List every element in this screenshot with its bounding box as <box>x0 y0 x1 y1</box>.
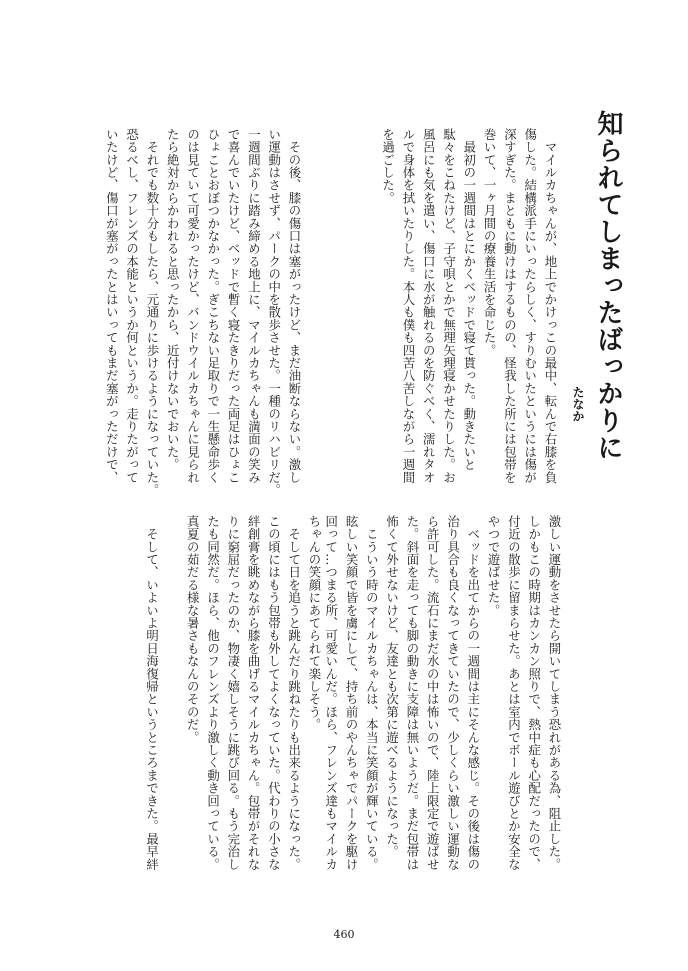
text-line: その後、膝の傷口は塞がったけど、まだ油断ならない。激し <box>287 128 302 484</box>
text-line: この頃にはもう包帯も外してよくなっていた。代わりの小さな <box>266 515 282 871</box>
text-line: 駄々をこねたけど、子守唄とかで無理矢理寝かせたりした。お <box>441 128 457 484</box>
text-line: 回って…つまる所、可愛いんだ。ほら、フレンズ達もマイルカ <box>323 515 339 871</box>
text-line: ちゃんの笑顔にあてられて楽しそう。 <box>307 515 322 731</box>
text-line: 一週間ぶりに踏み締める地上に、マイルカちゃんも満面の笑み <box>246 128 262 484</box>
text-line: を過ごした。 <box>380 128 396 205</box>
text-line: ベッドを出てからの一週間は主にそんな感じ。その後は傷の <box>465 515 481 871</box>
text-line: たも同然だ。ほら、他のフレンズより激しく動き回っている。 <box>205 515 221 871</box>
text-line: た。斜面を走っても脚の動きに支障は無いようだ。まだ包帯は <box>404 515 420 871</box>
text-line: マイルカちゃんが、地上でかけっこの最中、転んで右膝を負 <box>543 128 558 484</box>
text-line: たら絶対からかわれると思ったから、近付けないでおいた。 <box>165 128 181 471</box>
text-line: 傷した。結構派手にいったらしく、すりむいたというには傷が <box>522 128 538 484</box>
text-block-lower-right <box>323 515 564 905</box>
text-line: 恐るべし、フレンズの本能というか何というか。走りたがって <box>124 128 140 484</box>
text-line: 深すぎた。まともに動けはするものの、怪我した所には包帯を <box>502 128 518 484</box>
text-block-lower-middle <box>100 515 324 905</box>
text-line-spacer <box>162 515 182 905</box>
text-block-upper-right <box>320 128 560 484</box>
text-line: ら許可した。流石にまだ水の中は怖いので、陸上限定で遊ばせ <box>425 515 441 871</box>
text-line: 激しい運動をさせたら開いてしまう恐れがある為、阻止した。 <box>547 515 562 871</box>
text-line: 絆創膏を眺めながら膝を曲げるマイルカちゃん。包帯がそれな <box>246 515 262 871</box>
text-line: しかもこの時期はカンカン照りで、熱中症も心配だったので、 <box>526 515 542 871</box>
text-line: やつで遊ばせた。 <box>486 515 502 617</box>
text-line: そして日を追うと跳んだり跳ねたりも出来るようになった。 <box>286 515 302 871</box>
text-line: りに窮屈だったのか、物凄く嬉しそうに跳び回る。もう完治し <box>225 515 241 871</box>
text-line: こういう時のマイルカちゃんは、本当に笑顔が輝いている。 <box>364 515 380 871</box>
text-line: 治り具合も良くなってきていたので、少しくらい激しい運動な <box>445 515 461 871</box>
page-number: 460 <box>333 928 355 941</box>
text-line: いたけど、傷口が塞がったとはいってもまだ塞がっただけで、 <box>104 128 120 484</box>
text-line: 風呂にも気を遣い、傷口に水が触れるのを防ぐべく、濡れタオ <box>421 128 437 484</box>
text-line: い運動はさせず、パークの中を散歩させた。一種のリハビリだ。 <box>266 128 282 497</box>
text-line: そして、いよいよ明日海復帰というところまできた。最早絆 <box>144 515 160 871</box>
text-line: 真夏の茹だる様な暑さもなんのそのだ。 <box>185 515 201 744</box>
text-line: で喜んでいたけど、ベッドで暫く寝たきりだった両足はひょこ <box>226 128 242 484</box>
text-line: ルで身体を拭いたりした。本人も僕も四苦八苦しながら一週間 <box>400 128 416 484</box>
text-line: 最初の一週間はとにかくベッドで寝て貰った。動きたいと <box>461 128 477 471</box>
story-title: 知られてしまったばっかりに <box>593 110 623 461</box>
text-line: 眩しい笑顔で皆を虜にして、持ち前のやんちゃでパークを駆け <box>344 515 360 871</box>
text-line: それでも数十分もしたら、元通りに歩けるようになっていた。 <box>144 128 160 497</box>
text-line: のは見ていて可愛かったけど、バンドウイルカちゃんに見られ <box>185 128 201 484</box>
text-line: 巻いて、一ヶ月間の療養生活を命じた。 <box>482 128 498 357</box>
text-block-upper-left <box>68 128 304 497</box>
text-line: ひょことおぼつかなかった。ぎこちない足取りで一生懸命歩く <box>205 128 221 484</box>
text-line: 付近の散歩に留まらせた。あとは室内でボール遊びとか安全な <box>506 515 522 871</box>
text-line: 怖くて外せないけど、友達とも次第に遊べるようになった。 <box>384 515 400 858</box>
author-name: たなか <box>571 386 585 422</box>
